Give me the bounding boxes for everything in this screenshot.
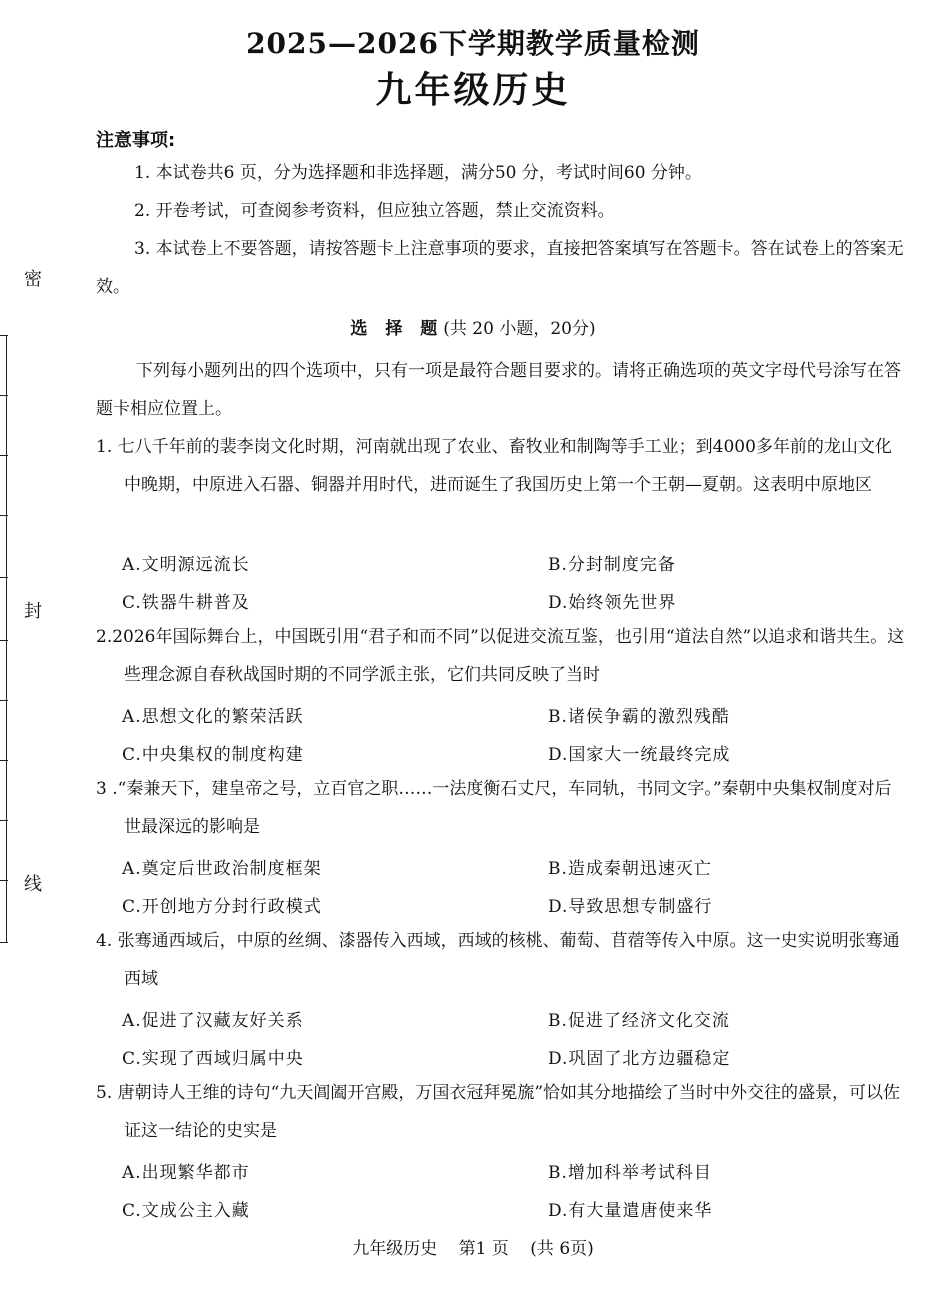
option-a[interactable]: A.出现繁华都市 <box>122 1163 250 1183</box>
option-d[interactable]: D.始终领先世界 <box>548 593 677 613</box>
margin-tick <box>0 760 8 761</box>
margin-tick <box>0 820 8 821</box>
margin-mark-xian: 线 <box>24 874 42 895</box>
option-b[interactable]: B.造成秦朝迅速灭亡 <box>548 859 712 879</box>
margin-tick <box>0 942 8 943</box>
option-a[interactable]: A.文明源远流长 <box>122 555 250 575</box>
question-stem: 5. 唐朝诗人王维的诗句“九天阊阖开宫殿，万国衣冠拜冕旒”恰如其分地描绘了当时中外交往的盛景，可以佐证这一结论的史实是 <box>96 1083 901 1141</box>
option-b[interactable]: B.增加科举考试科目 <box>548 1163 712 1183</box>
option-c[interactable]: C.中央集权的制度构建 <box>122 745 304 765</box>
option-c[interactable]: C.实现了西域归属中央 <box>122 1049 304 1069</box>
option-d[interactable]: D.国家大一统最终完成 <box>548 745 731 765</box>
margin-mark-mi: 密 <box>24 269 42 290</box>
margin-tick <box>0 577 8 578</box>
margin-tick <box>0 640 8 641</box>
section-note: (共 20 小题，20分) <box>443 319 596 339</box>
question-stem: 3 .“秦兼天下，建皇帝之号，立百官之职……一法度衡石丈尺，车同轨，书同文字。”秦朝中央集权制度对后世最深远的影响是 <box>96 779 892 837</box>
note-item: 2. 开卷考试，可查阅参考资料，但应独立答题，禁止交流资料。 <box>134 201 615 221</box>
option-a[interactable]: A.奠定后世政治制度框架 <box>122 859 322 879</box>
question-stem: 1. 七八千年前的裴李岗文化时期，河南就出现了农业、畜牧业和制陶等手工业；到4000多年前的龙山文化中晚期，中原进入石器、铜器并用时代，进而诞生了我国历史上第一个王朝—夏朝。这表明中原地区 <box>96 437 892 495</box>
option-a[interactable]: A.思想文化的繁荣活跃 <box>122 707 304 727</box>
section-heading <box>0 314 946 339</box>
option-c[interactable]: C.开创地方分封行政模式 <box>122 897 322 917</box>
option-b[interactable]: B.分封制度完备 <box>548 555 676 575</box>
option-b[interactable]: B.诸侯争霸的激烈残酷 <box>548 707 730 727</box>
exam-title: 2025—2026下学期教学质量检测 <box>246 27 700 60</box>
section-instruction: 下列每小题列出的四个选项中，只有一项是最符合题目要求的。请将正确选项的英文字母代号涂写在答题卡相应位置上。 <box>96 361 901 419</box>
option-d[interactable]: D.有大量遣唐使来华 <box>548 1201 713 1221</box>
margin-tick <box>0 455 8 456</box>
option-c[interactable]: C.文成公主入藏 <box>122 1201 250 1221</box>
margin-tick <box>0 700 8 701</box>
footer-subject: 九年级历史 <box>352 1239 438 1259</box>
footer-total-pages: (共 6页) <box>530 1239 594 1259</box>
margin-tick <box>0 395 8 396</box>
option-d[interactable]: D.导致思想专制盛行 <box>548 897 713 917</box>
option-d[interactable]: D.巩固了北方边疆稳定 <box>548 1049 731 1069</box>
option-c[interactable]: C.铁器牛耕普及 <box>122 593 250 613</box>
notes-heading: 注意事项: <box>96 130 176 151</box>
section-title: 选 择 题 <box>350 319 444 339</box>
footer-page-number: 第1 页 <box>458 1239 509 1259</box>
margin-tick <box>0 880 8 881</box>
subject-title: 九年级历史 <box>375 70 571 111</box>
page-footer <box>0 1234 946 1259</box>
option-a[interactable]: A.促进了汉藏友好关系 <box>122 1011 304 1031</box>
note-item: 3. 本试卷上不要答题，请按答题卡上注意事项的要求，直接把答案填写在答题卡。答在试卷上的答案无效。 <box>96 239 904 297</box>
note-item: 1. 本试卷共6 页，分为选择题和非选择题，满分50 分，考试时间60 分钟。 <box>134 163 702 183</box>
margin-tick <box>0 515 8 516</box>
option-b[interactable]: B.促进了经济文化交流 <box>548 1011 730 1031</box>
question-stem: 2.2026年国际舞台上，中国既引用“君子和而不同”以促进交流互鉴，也引用“道法自然”以追求和谐共生。这些理念源自春秋战国时期的不同学派主张，它们共同反映了当时 <box>96 627 905 685</box>
question-stem: 4. 张骞通西域后，中原的丝绸、漆器传入西域，西域的核桃、葡萄、苜蓿等传入中原。这一史实说明张骞通西域 <box>96 931 900 989</box>
margin-mark-feng: 封 <box>24 601 42 622</box>
binding-line <box>6 335 7 943</box>
